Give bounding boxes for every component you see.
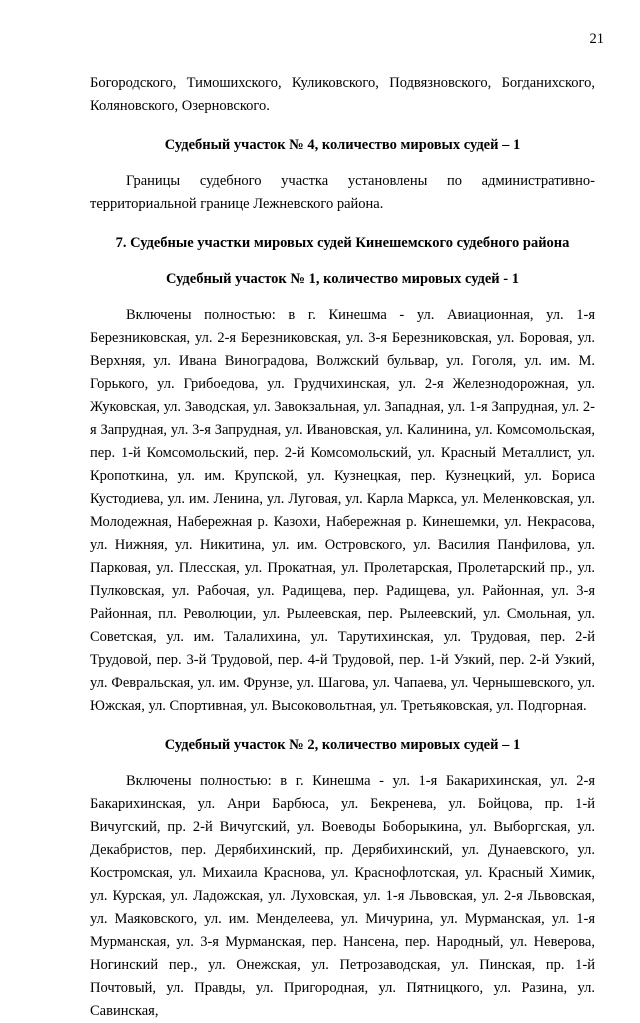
document-body <box>90 72 595 1023</box>
paragraph-court-2-streets: Включены полностью: в г. Кинешма - ул. 1-я Бакарихинская, ул. 2-я Бакарихинская, ул. Анри Барбюса, ул. Бекренева, ул. Бойцова, пр. 1-й Вичугский, пр. 2-й Вичугский, ул. Воеводы Боборыкина, ул. Выборгская, ул. Декабристов, пер. Дерябихинский, пр. Дерябихинский, ул. Дунаевского, ул. Костромская, ул. Михаила Краснова, ул. Краснофлотская, ул. Красный Химик, ул. Курская, ул. Ладожская, ул. Луховская, ул. 1-я Львовская, ул. 2-я Львовская, ул. Маяковского, ул. им. Менделеева, ул. Мичурина, ул. Мурманская, ул. 1-я Мурманская, ул. 3-я Мурманская, пер. Нансена, пер. Народный, ул. Неверова, Ногинский пер., ул. Онежская, ул. Петрозаводская, ул. Пинская, пр. 1-й Почтовый, ул. Правды, ул. Пригородная, ул. Пятницкого, ул. Разина, ул. Савинская, <box>90 773 595 1019</box>
paragraph-court-1-streets: Включены полностью: в г. Кинешма - ул. Авиационная, ул. 1-я Березниковская, ул. 2-я Березниковская, ул. 3-я Березниковская, ул. Боровая, ул. Верхняя, ул. Ивана Виноградова, Волжский бульвар, ул. Гоголя, ул. им. М. Горького, ул. Грибоедова, ул. Грудчихинская, ул. 2-я Железнодорожная, ул. Жуковская, ул. Заводская, ул. Завокзальная, ул. Западная, ул. 1-я Запрудная, ул. 2-я Запрудная, ул. 3-я Запрудная, ул. Ивановская, ул. Калинина, ул. Комсомольская, пер. 1-й Комсомольский, пер. 2-й Комсомольский, ул. Красный Металлист, ул. Кропоткина, ул. им. Крупской, ул. Кузнецкая, пер. Кузнецкий, ул. Бориса Кустодиева, ул. им. Ленина, ул. Луговая, ул. Карла Маркса, ул. Меленковская, ул. Молодежная, Набережная р. Казохи, Набережная р. Кинешемки, ул. Некрасова, ул. Нижняя, ул. Никитина, ул. им. Островского, ул. Василия Панфилова, ул. Парковая, ул. Плесская, ул. Прокатная, ул. Пролетарская, Пролетарский пр., ул. Пулковская, ул. Рабочая, ул. Радищева, пер. Радищева, ул. Районная, ул. 3-я Районная, пл. Революции, ул. Рылеевская, пер. Рылеевский, ул. Смольная, ул. Советская, ул. им. Талалихина, ул. Тарутихинская, ул. Трудовая, пер. 2-й Трудовой, пер. 3-й Трудовой, пер. 4-й Трудовой, пер. 1-й Узкий, пер. 2-й Узкий, ул. Февральская, ул. им. Фрунзе, ул. Шагова, ул. Чапаева, ул. Чернышевского, ул. Южская, ул. Спортивная, ул. Высоковольтная, ул. Третьяковская, ул. Подгорная. <box>90 307 595 714</box>
page-number: 21 <box>589 31 604 47</box>
chapter-heading-kineshma: 7. Судебные участки мировых судей Кинешемского судебного района <box>115 235 570 251</box>
section-heading-court-2: Судебный участок № 2, количество мировых судей – 1 <box>164 737 521 753</box>
paragraph-continuation: Богородского, Тимошихского, Куликовского, Подвязновского, Богданихского, Коляновского, Озерновского. <box>90 75 595 114</box>
section-heading-court-1: Судебный участок № 1, количество мировых судей - 1 <box>165 271 519 287</box>
section-heading-court-4: Судебный участок № 4, количество мировых судей – 1 <box>164 137 521 153</box>
paragraph-court-4-boundaries: Границы судебного участка установлены по административно-территориальной границе Лежневского района. <box>90 173 595 212</box>
